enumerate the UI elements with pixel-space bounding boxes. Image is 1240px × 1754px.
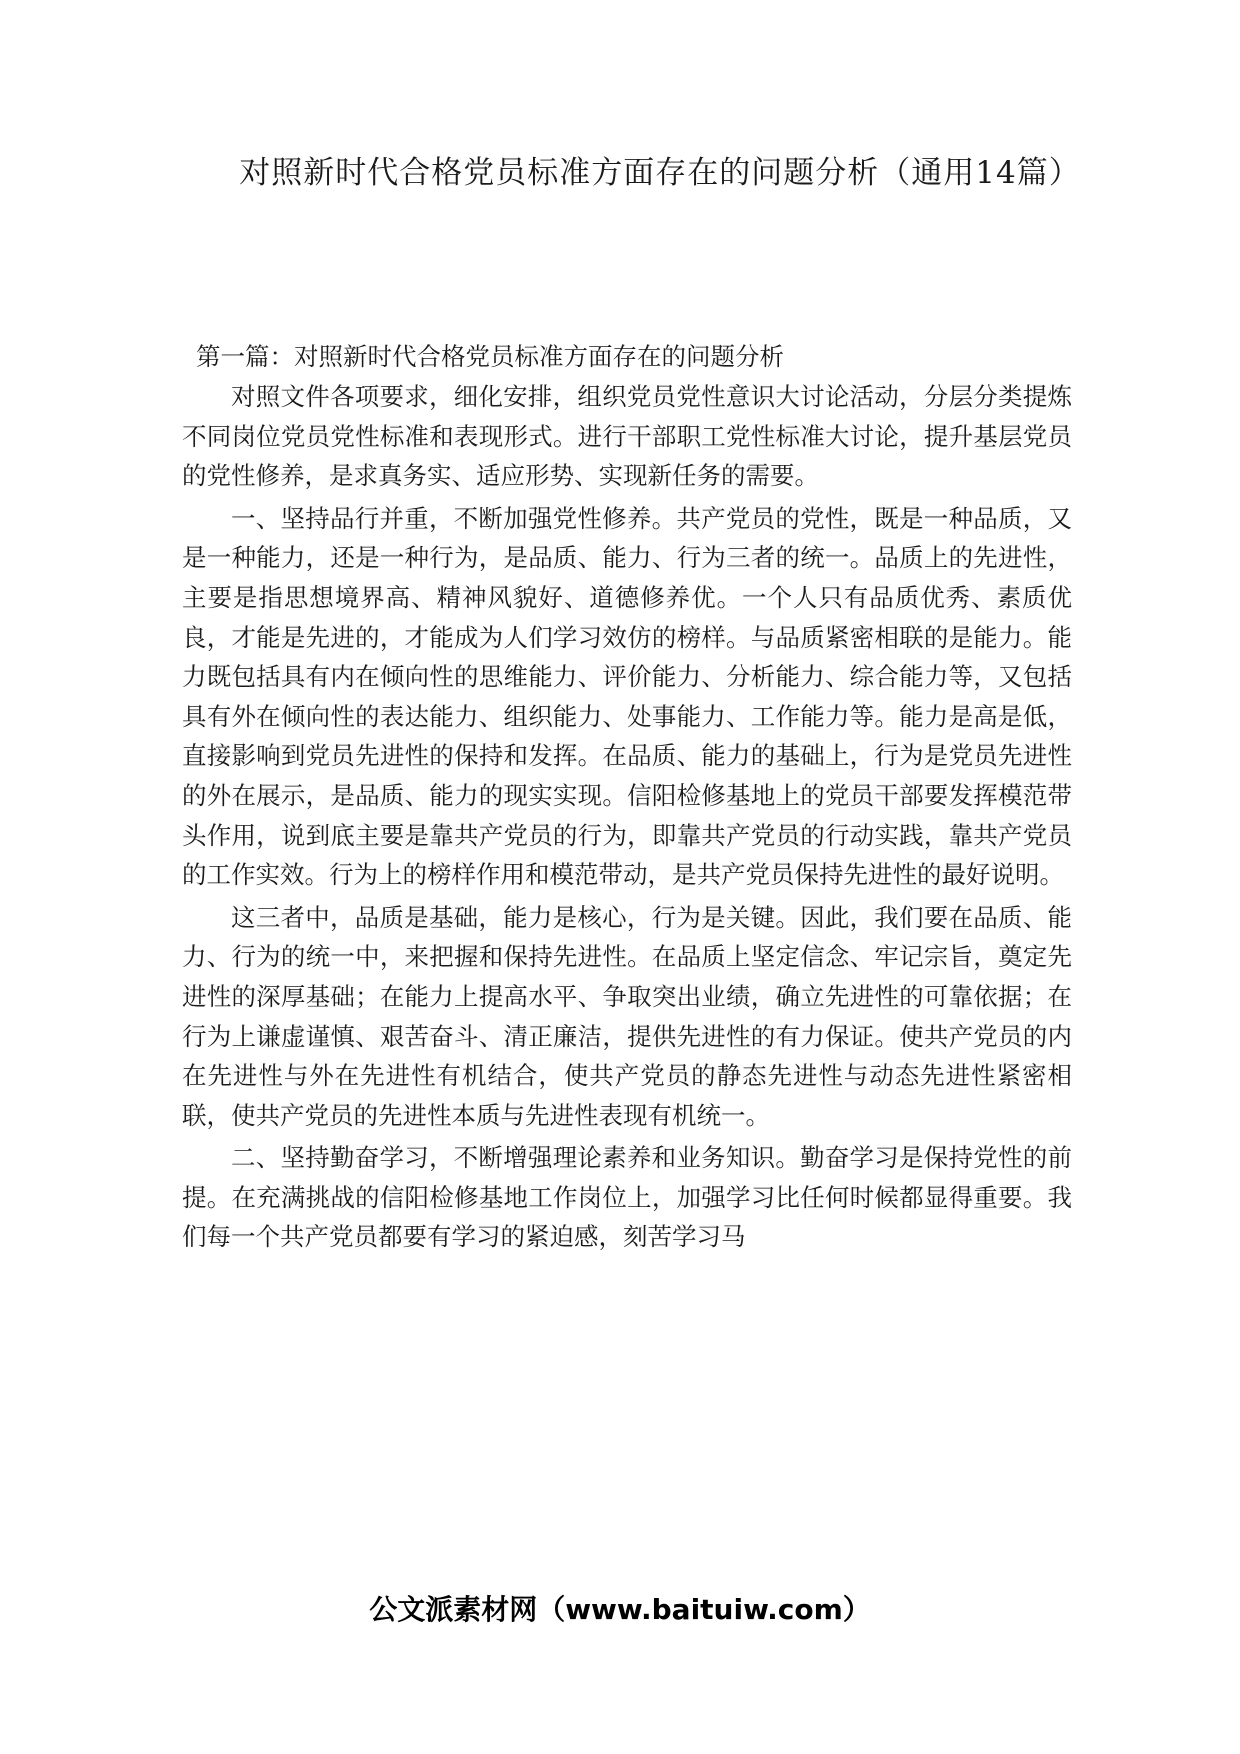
document-title: 对照新时代合格党员标准方面存在的问题分析（通用14篇） [239,155,1081,191]
body-paragraph: 一、坚持品行并重，不断加强党性修养。共产党员的党性，既是一种品质，又是一种能力，还是一种行为，是品质、能力、行为三者的统一。品质上的先进性，主要是指思想境界高、精神风貌好、道德修养优。一个人只有品质优秀、素质优良，才能是先进的，才能成为人们学习效仿的榜样。与品质紧密相联的是能力。能力既包括具有内在倾向性的思维能力、评价能力、分析能力、综合能力等，又包括具有外在倾向性的表达能力、组织能力、处事能力、工作能力等。能力是高是低，直接影响到党员先进性的保持和发挥。在品质、能力的基础上，行为是党员先进性的外在展示，是品质、能力的现实实现。信阳检修基地上的党员干部要发挥模范带头作用，说到底主要是靠共产党员的行为，即靠共产党员的行动实践，靠共产党员的工作实效。行为上的榜样作用和模范带动，是共产党员保持先进性的最好说明。 [182,503,1072,890]
body-paragraph: 对照文件各项要求，细化安排，组织党员党性意识大讨论活动，分层分类提炼不同岗位党员党性标准和表现形式。进行干部职工党性标准大讨论，提升基层党员的党性修养，是求真务实、适应形势、实现新任务的需要。 [182,382,1072,491]
section-heading: 第一篇：对照新时代合格党员标准方面存在的问题分析 [196,342,784,371]
footer-watermark: 公文派素材网（www.baituiw.com） [369,1593,871,1626]
body-paragraph: 二、坚持勤奋学习，不断增强理论素养和业务知识。勤奋学习是保持党性的前提。在充满挑战的信阳检修基地工作岗位上，加强学习比任何时候都显得重要。我们每一个共产党员都要有学习的紧迫感，刻苦学习马 [182,1143,1072,1252]
document-body [182,337,1072,1257]
body-paragraph: 这三者中，品质是基础，能力是核心，行为是关键。因此，我们要在品质、能力、行为的统一中，来把握和保持先进性。在品质上坚定信念、牢记宗旨，奠定先进性的深厚基础；在能力上提高水平、争取突出业绩，确立先进性的可靠依据；在行为上谦虚谨慎、艰苦奋斗、清正廉洁，提供先进性的有力保证。使共产党员的内在先进性与外在先进性有机结合，使共产党员的静态先进性与动态先进性紧密相联，使共产党员的先进性本质与先进性表现有机统一。 [182,902,1072,1130]
